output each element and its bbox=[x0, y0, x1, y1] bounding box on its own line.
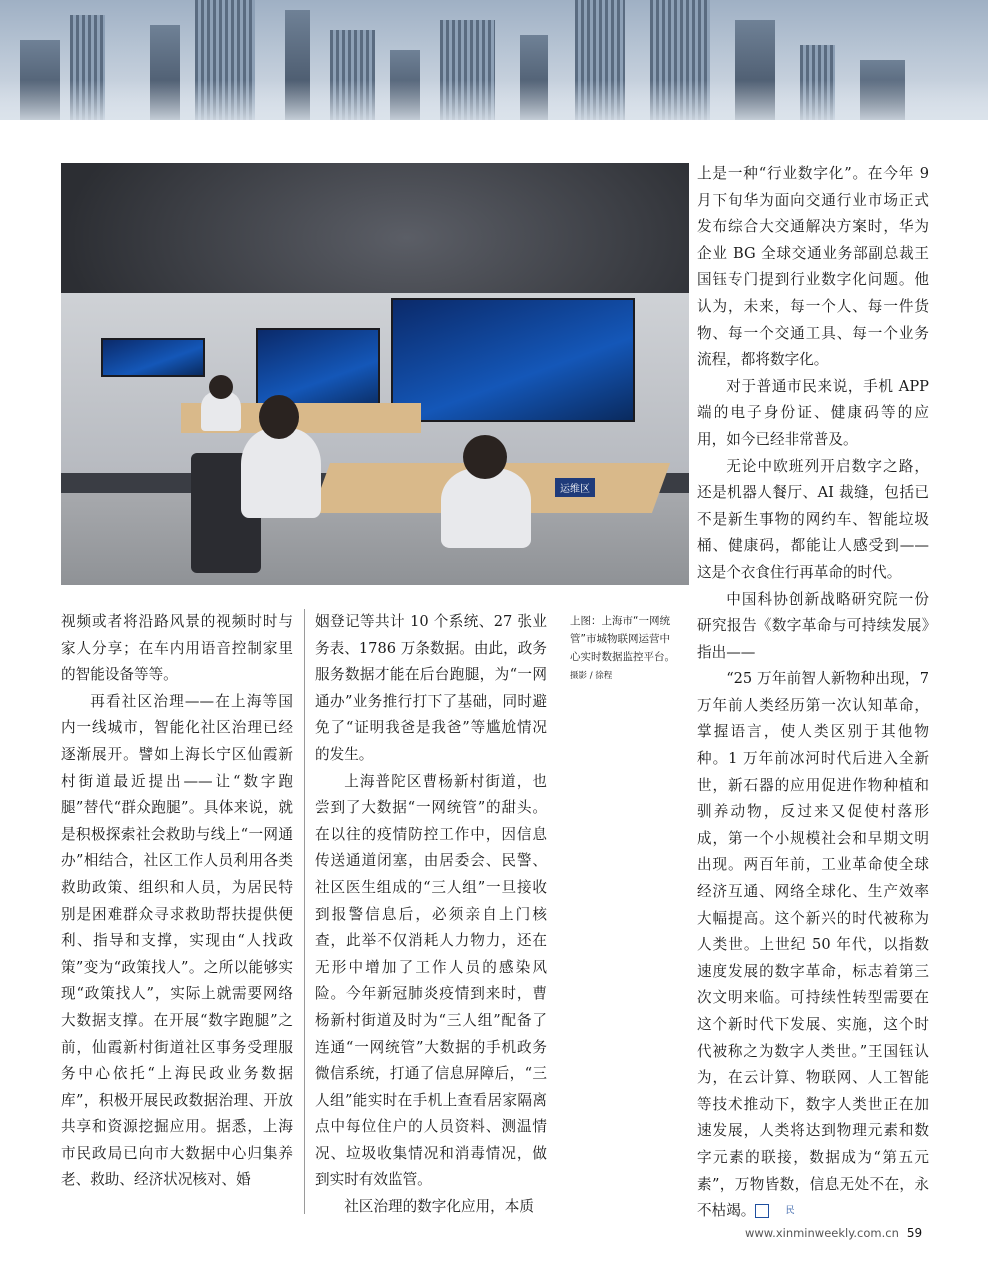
zone-sign: 运维区 bbox=[555, 478, 595, 497]
page-footer bbox=[745, 1226, 945, 1240]
header-banner-image bbox=[0, 0, 988, 120]
paragraph bbox=[697, 666, 929, 1224]
photo-credit: 摄影 / 徐程 bbox=[570, 671, 613, 681]
paragraph: 无论中欧班列开启数字之路，还是机器人餐厅、AI 裁缝，包括已不是新生事物的网约车、智能垃圾桶、健康码，都能让人感受到——这是个衣食住行再革命的时代。 bbox=[697, 457, 929, 581]
page-number: 59 bbox=[906, 1226, 923, 1240]
end-mark-icon: 民 bbox=[755, 1204, 769, 1218]
paragraph: 姻登记等共计 10 个系统、27 张业务表、1786 万条数据。由此，政务服务数据才能在后台跑腿，为“一网通办”业务推行打下了基础，同时避免了“证明我爸是我爸”等尴尬情况的发生。 bbox=[315, 613, 547, 763]
paragraph: 再看社区治理——在上海等国内一线城市，智能化社区治理已经逐渐展开。譬如上海长宁区仙霞新村街道最近提出——让“数字跑腿”替代“群众跑腿”。具体来说，就是积极探索社会救助与线上“一网通办”相结合，社区工作人员利用各类救助政策、组织和人员，为居民特别是困难群众寻求救助帮扶提供便利、指导和支撑，实现由“人找政策”变为“政策找人”。之所以能够实现“政策找人”，实际上就需要网络大数据支撑。在开展“数字跑腿”之前，仙霞新村街道社区事务受理服务中心依托“上海民政业务数据库”，积极开展民政数据治理、开放共享和资源挖掘应用。据悉，上海市民政局已向市大数据中心归集养老、救助、经济状况核对、婚 bbox=[61, 692, 293, 1189]
paragraph: 视频或者将沿路风景的视频时时与家人分享；在车内用语音控制家里的智能设备等等。 bbox=[61, 613, 293, 684]
paragraph: 中国科协创新战略研究院一份研究报告《数字革命与可持续发展》指出—— bbox=[697, 590, 929, 661]
article-column-3 bbox=[697, 161, 929, 1225]
operations-center-photo bbox=[61, 163, 689, 585]
article-column-1 bbox=[61, 609, 293, 1194]
website-url: www.xinminweekly.com.cn bbox=[745, 1226, 899, 1240]
photo-caption bbox=[570, 612, 680, 685]
paragraph: 上海普陀区曹杨新村街道，也尝到了大数据“一网统管”的甜头。在以往的疫情防控工作中，因信息传送通道闭塞，由居委会、民警、社区医生组成的“三人组”一旦接收到报警信息后，必须亲自上门核查，此举不仅消耗人力物力，还在无形中增加了工作人员的感染风险。今年新冠肺炎疫情到来时，曹杨新村街道及时为“三人组”配备了连通“一网统管”大数据的手机政务微信系统，打通了信息屏障后，“三人组”能实时在手机上查看居家隔离点中每位住户的人员资料、测温情况、垃圾收集情况和消毒情况，做到实时有效监管。 bbox=[315, 772, 547, 1189]
quote-text: “25 万年前智人新物种出现，7 万年前人类经历第一次认知革命，掌握语言，使人类区别于其他物种。1 万年前冰河时代后进入全新世，新石器的应用促进作物种植和驯养动物，反过来又促使村落形成，第一个小规模社会和早期文明出现。两百年前，工业革命使全球经济互通、网络全球化、生产效率大幅提高。这个新兴的时代被称为人类世。上世纪 50 年代，以指数速度发展的数字革命，标志着第三次文明来临。可持续性转型需要在这个新时代下发展、实施，这个时代被称之为数字人类世。”王国钰认为，在云计算、物联网、人工智能等技术推动下，数字人类世正在加速发展，人类将达到物理元素和数字元素的联接，数据成为“第五元素”，万物皆数，信息无处不在，永不枯竭。 bbox=[697, 670, 929, 1220]
caption-text: 上图：上海市“一网统管”市城物联网运营中心实时数据监控平台。 bbox=[570, 615, 675, 663]
paragraph: 上是一种“行业数字化”。在今年 9 月下旬华为面向交通行业市场正式发布综合大交通解决方案时，华为企业 BG 全球交通业务部副总裁王国钰专门提到行业数字化问题。他认为，未来，每一个人、每一件货物、每一个交通工具、每一个业务流程，都将数字化。 bbox=[697, 165, 929, 369]
paragraph: 社区治理的数字化应用，本质 bbox=[344, 1198, 534, 1216]
article-column-2 bbox=[315, 609, 547, 1221]
paragraph: 对于普通市民来说，手机 APP 端的电子身份证、健康码等的应用，如今已经非常普及。 bbox=[697, 377, 929, 448]
column-divider bbox=[304, 609, 305, 1214]
